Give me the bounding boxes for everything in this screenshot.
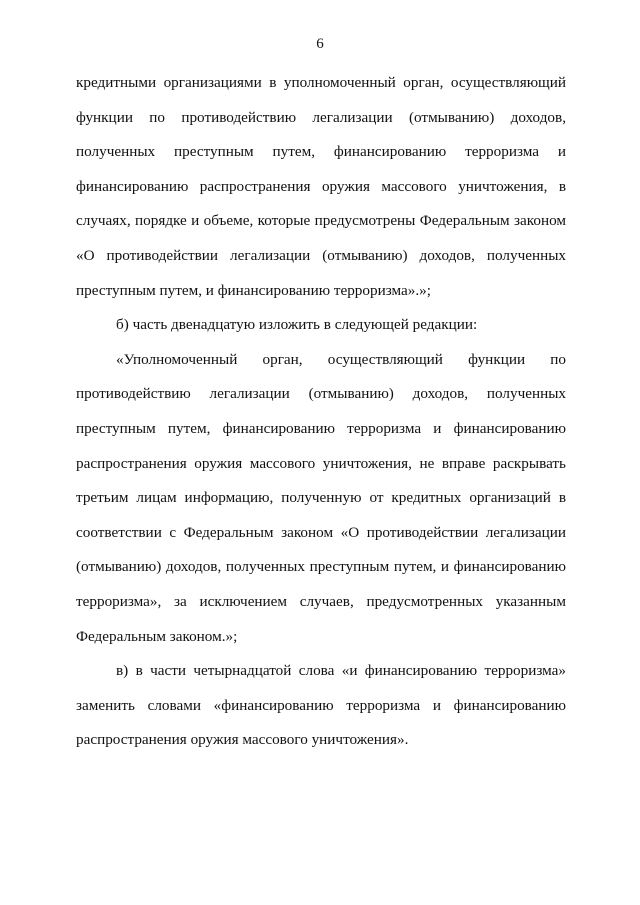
paragraph-continuation: кредитными организациями в уполномоченный орган, осуществляющий функции по противодействию легализации (отмыванию) доходов, полученных преступным путем, финансированию терроризма и финансированию распространения оружия массового уничтожения, в случаях, порядке и объеме, которые предусмотрены Федеральным законом «О противодействии легализации (отмыванию) доходов, полученных преступным путем, и финансированию терроризма».»; xyxy=(76,74,566,299)
document-body xyxy=(76,66,566,758)
paragraph-item-b: б) часть двенадцатую изложить в следующей редакции: xyxy=(116,316,478,334)
paragraph-item-v: в) в части четырнадцатой слова «и финансированию терроризма» заменить словами «финансированию терроризма и финансированию распространения оружия массового уничтожения». xyxy=(76,662,566,749)
page-number: 6 xyxy=(316,36,324,52)
paragraph-quoted-text: «Уполномоченный орган, осуществляющий функции по противодействию легализации (отмыванию) доходов, полученных преступным путем, финансированию терроризма и финансированию распространения оружия массового уничтожения, не вправе раскрывать третьим лицам информацию, полученную от кредитных организаций в соответствии с Федеральным законом «О противодействии легализации (отмыванию) доходов, полученных преступным путем, и финансированию терроризма», за исключением случаев, предусмотренных указанным Федеральным законом.»; xyxy=(76,350,566,645)
